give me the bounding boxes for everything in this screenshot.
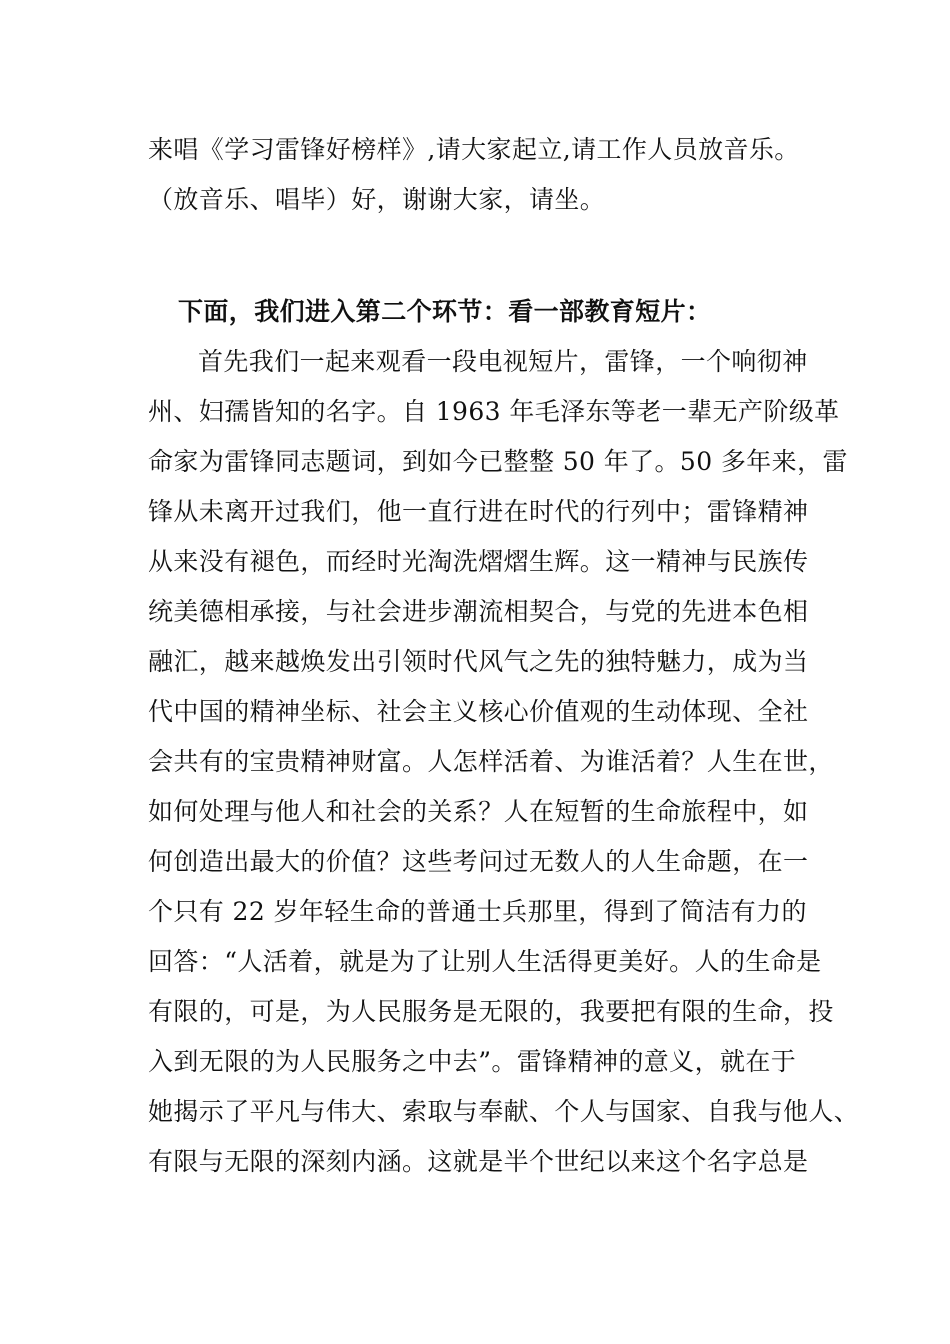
intro-line-2: （放音乐、唱毕）好，谢谢大家，请坐。 [148,185,606,214]
paragraph-line-6: 统美德相承接，与社会进步潮流相契合，与党的先进本色相 [148,597,809,626]
paragraph-line-3: 命家为雷锋同志题词，到如今已整整 50 年了。50 多年来，雷 [148,447,848,476]
paragraph-line-14: 有限的，可是，为人民服务是无限的，我要把有限的生命，投 [148,997,834,1026]
paragraph-line-7: 融汇，越来越焕发出引领时代风气之先的独特魅力，成为当 [148,647,809,676]
paragraph-line-12: 个只有 22 岁年轻生命的普通士兵那里，得到了简洁有力的 [148,897,807,926]
paragraph-line-16: 她揭示了平凡与伟大、索取与奉献、个人与国家、自我与他人、 [148,1097,860,1126]
section-heading: 下面，我们进入第二个环节：看一部教育短片： [178,297,712,326]
intro-line-1: 来唱《学习雷锋好榜样》,请大家起立,请工作人员放音乐。 [148,135,800,164]
paragraph-line-10: 如何处理与他人和社会的关系？人在短暂的生命旅程中，如 [148,797,809,826]
paragraph-line-8: 代中国的精神坐标、社会主义核心价值观的生动体现、全社 [148,697,809,726]
paragraph-line-5: 从来没有褪色，而经时光淘洗熠熠生辉。这一精神与民族传 [148,547,809,576]
paragraph-line-17: 有限与无限的深刻内涵。这就是半个世纪以来这个名字总是 [148,1147,809,1176]
paragraph-line-2: 州、妇孺皆知的名字。自 1963 年毛泽东等老一辈无产阶级革 [148,397,840,426]
paragraph-line-9: 会共有的宝贵精神财富。人怎样活着、为谁活着？人生在世， [148,747,834,776]
paragraph-line-4: 锋从未离开过我们，他一直行进在时代的行列中；雷锋精神 [148,497,809,526]
paragraph-line-15: 入到无限的为人民服务之中去”。雷锋精神的意义，就在于 [148,1047,797,1076]
paragraph-line-11: 何创造出最大的价值？这些考问过无数人的人生命题，在一 [148,847,809,876]
paragraph-line-13: 回答：“人活着，就是为了让别人生活得更美好。人的生命是 [148,947,822,976]
paragraph-line-1: 首先我们一起来观看一段电视短片，雷锋，一个响彻神 [198,347,808,376]
